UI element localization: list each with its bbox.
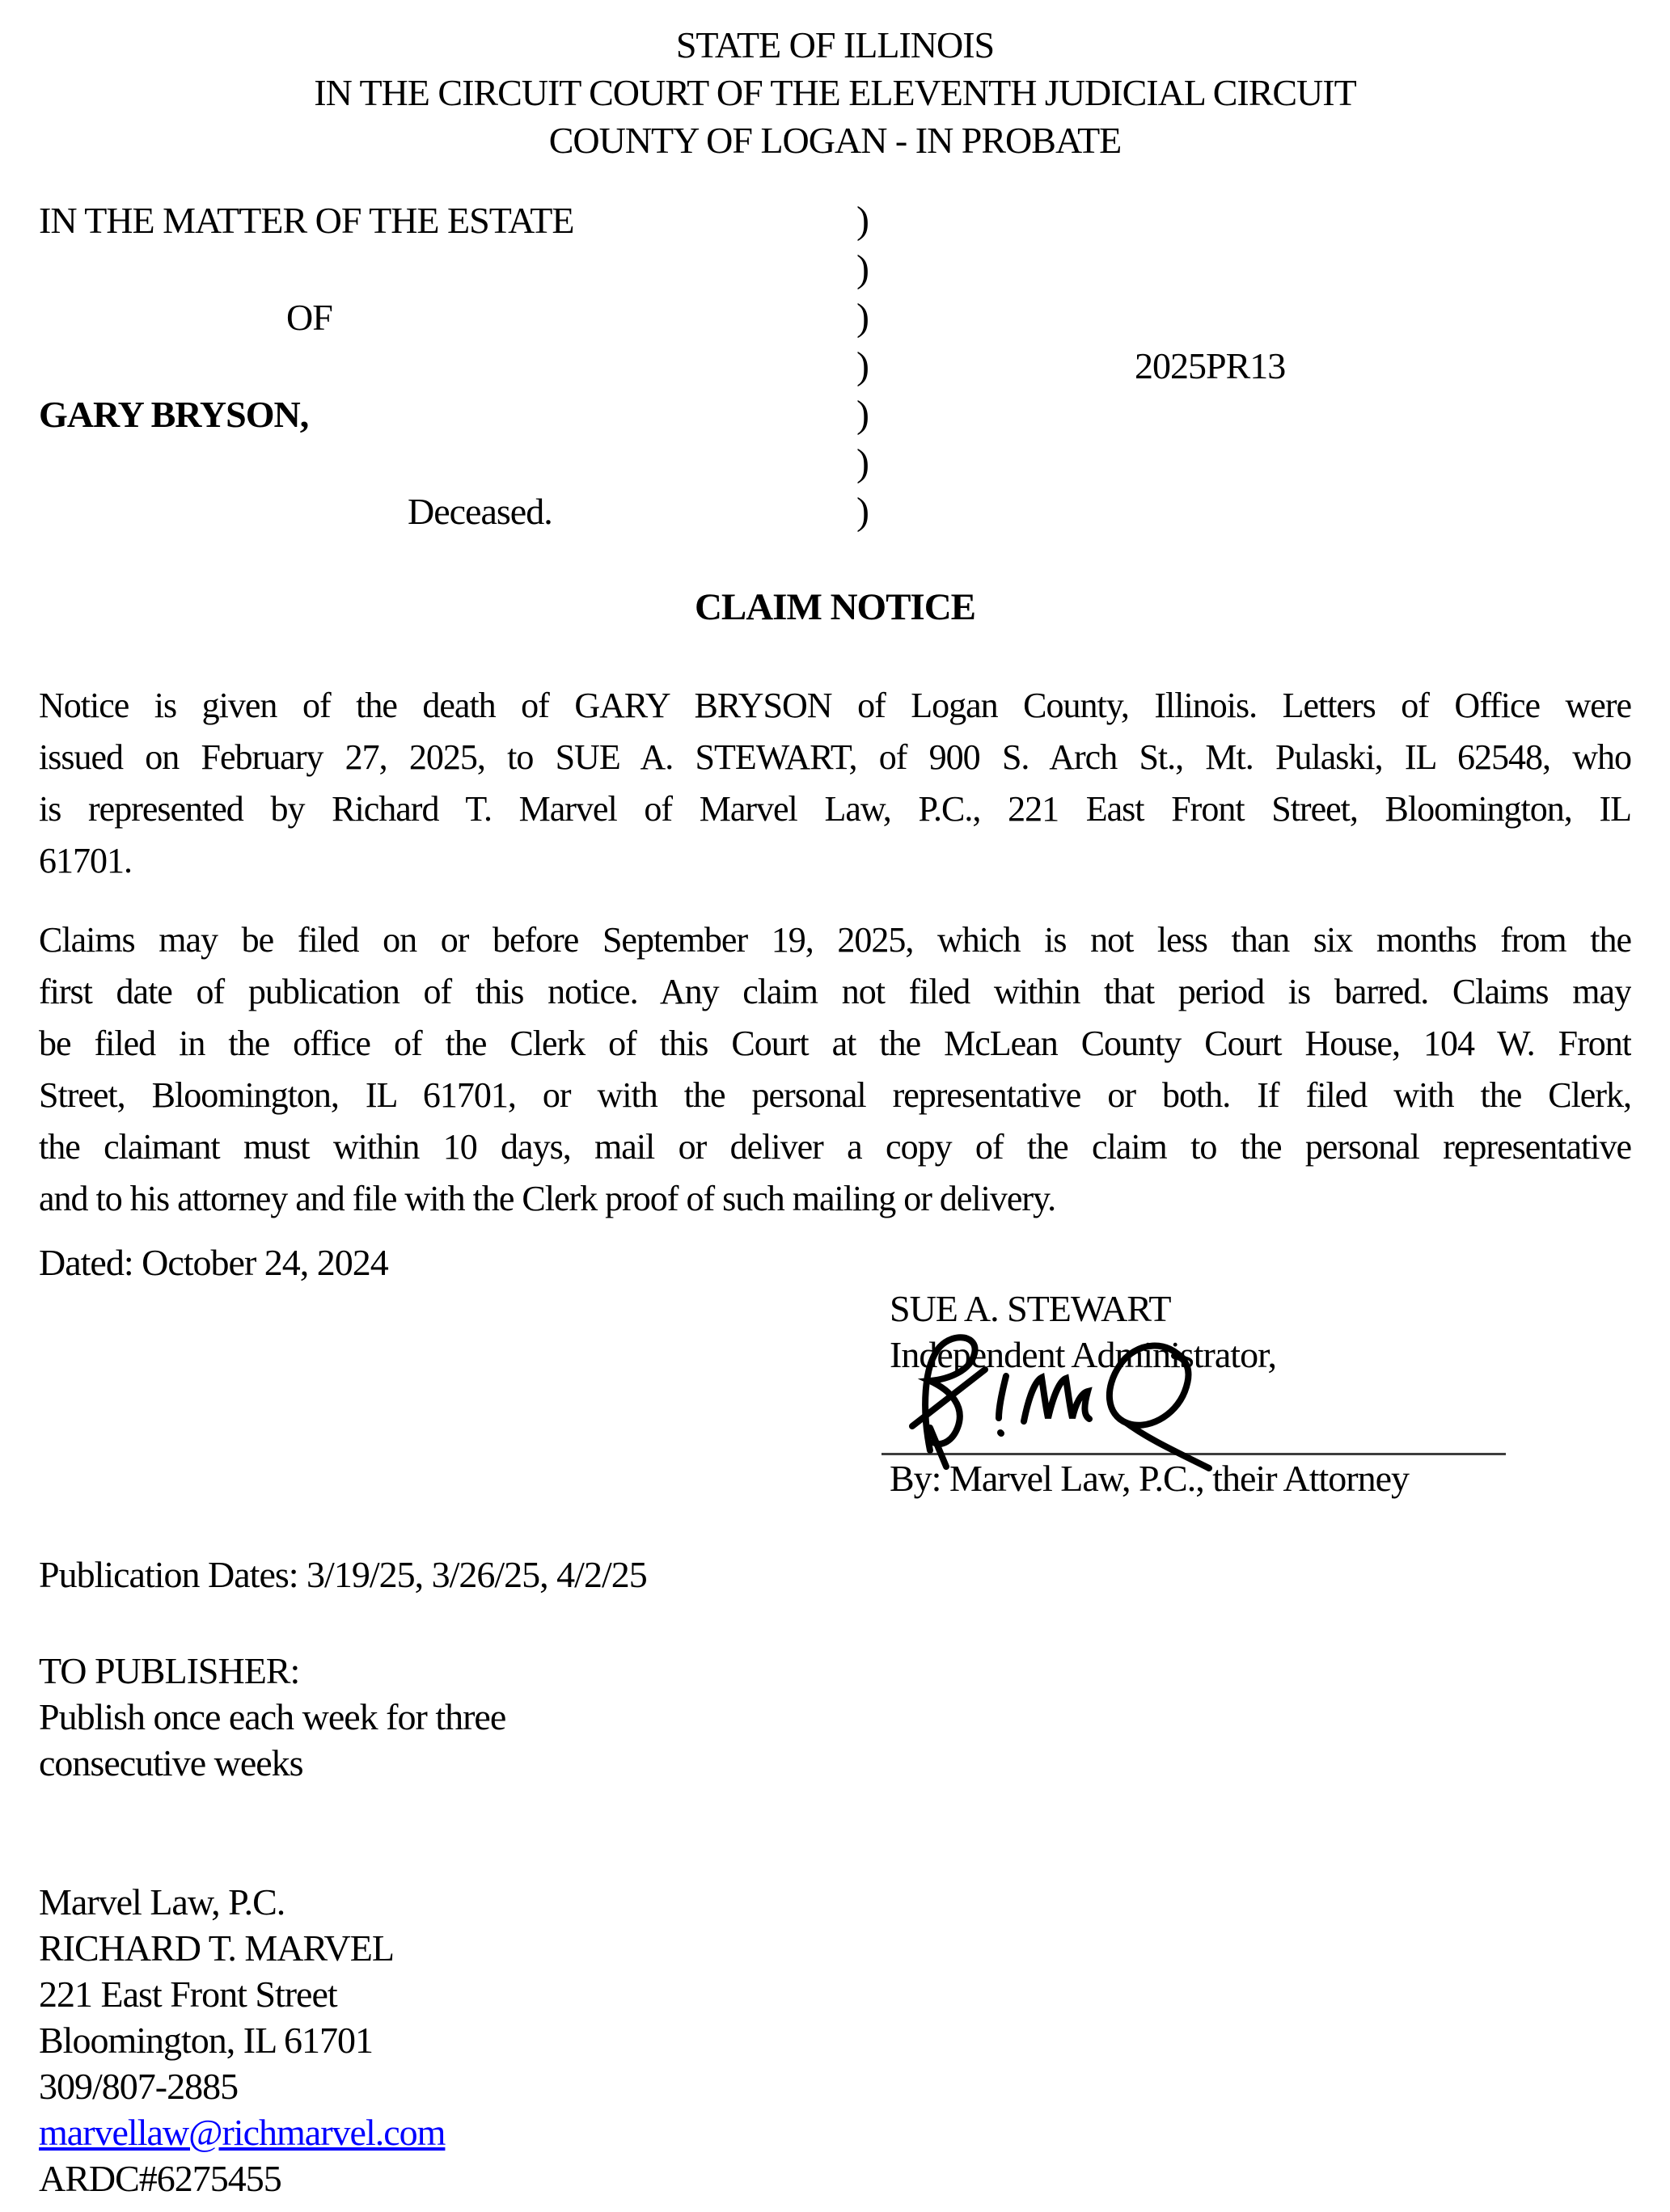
attorney-street: 221 East Front Street: [39, 1973, 337, 2015]
paragraph-line: 61701.: [39, 841, 132, 880]
header-county-probate: COUNTY OF LOGAN - IN PROBATE: [548, 120, 1122, 161]
caption-row: [39, 245, 1631, 293]
administrator-name: SUE A. STEWART: [890, 1288, 1171, 1329]
caption-bracket: ): [856, 296, 869, 339]
attorney-ardc-number: ARDC#6275455: [39, 2158, 281, 2199]
paragraph-line: the claimant must within 10 days, mail or deliver a copy of the claim to the personal representative: [39, 1127, 1631, 1167]
caption-row: [39, 196, 1631, 245]
caption-bracket: ): [856, 490, 869, 533]
attorney-city-state-zip: Bloomington, IL 61701: [39, 2020, 374, 2061]
court-header: [39, 21, 1631, 164]
caption-bracket: ): [856, 393, 869, 436]
caption-row: [39, 390, 1631, 439]
caption-bracket: ): [856, 199, 869, 242]
caption-row: [39, 488, 1631, 536]
decedent-name: GARY BRYSON,: [39, 394, 309, 435]
administrator-role: Independent Administrator,: [890, 1334, 1277, 1375]
caption-deceased-line: Deceased.: [408, 491, 552, 532]
law-firm-name: Marvel Law, P.C.: [39, 1881, 285, 1923]
caption-bracket: ): [856, 441, 869, 484]
caption-matter-line: IN THE MATTER OF THE ESTATE: [39, 200, 574, 241]
publisher-instruction-line: Publish once each week for three: [39, 1696, 506, 1737]
paragraph-line: Street, Bloomington, IL 61701, or with the personal representative or both. If filed with the Clerk,: [39, 1075, 1631, 1115]
attorney-phone: 309/807-2885: [39, 2066, 239, 2107]
caption-row: [39, 342, 1631, 390]
paragraph-line: and to his attorney and file with the Clerk proof of such mailing or delivery.: [39, 1179, 1056, 1218]
publisher-instruction-line: consecutive weeks: [39, 1742, 303, 1784]
document-title: CLAIM NOTICE: [694, 586, 976, 628]
handwritten-signature-icon: [906, 1329, 1245, 1473]
caption-of-line: OF: [286, 297, 332, 338]
attorney-by-line: By: Marvel Law, P.C., their Attorney: [890, 1458, 1409, 1499]
paragraph-line: be filed in the office of the Clerk of this Court at the McLean County Court House, 104 W. Front: [39, 1024, 1631, 1063]
case-caption: [39, 196, 1631, 536]
claims-paragraph: [39, 914, 1631, 1225]
publisher-instructions: [39, 1648, 1631, 1786]
caption-bracket: ): [856, 344, 869, 387]
paragraph-line: Claims may be filed on or before September 19, 2025, which is not less than six months from the: [39, 920, 1631, 960]
paragraph-line: issued on February 27, 2025, to SUE A. STEWART, of 900 S. Arch St., Mt. Pulaski, IL 62548, who: [39, 737, 1631, 777]
caption-row: [39, 439, 1631, 488]
attorney-email-link[interactable]: marvellaw@richmarvel.com: [39, 2112, 446, 2153]
paragraph-line: Notice is given of the death of GARY BRYSON of Logan County, Illinois. Letters of Office were: [39, 686, 1631, 725]
dated-line: Dated: October 24, 2024: [39, 1242, 388, 1283]
case-number: 2025PR13: [1135, 345, 1286, 386]
attorney-contact-block: [39, 1879, 1631, 2201]
paragraph-line: first date of publication of this notice. Any claim not filed within that period is barred. Claims may: [39, 972, 1631, 1011]
notice-paragraph: [39, 680, 1631, 887]
header-court: IN THE CIRCUIT COURT OF THE ELEVENTH JUDICIAL CIRCUIT: [314, 72, 1356, 113]
paragraph-line: is represented by Richard T. Marvel of Marvel Law, P.C., 221 East Front Street, Bloomington, IL: [39, 789, 1631, 829]
signature-block: [890, 1285, 1631, 1501]
header-state: STATE OF ILLINOIS: [675, 24, 995, 65]
publication-dates: Publication Dates: 3/19/25, 3/26/25, 4/2/25: [39, 1554, 647, 1595]
attorney-name: RICHARD T. MARVEL: [39, 1927, 394, 1969]
to-publisher-label: TO PUBLISHER:: [39, 1650, 300, 1691]
caption-bracket: ): [856, 247, 869, 290]
signature-area: [890, 1378, 1520, 1455]
caption-row: [39, 293, 1631, 342]
